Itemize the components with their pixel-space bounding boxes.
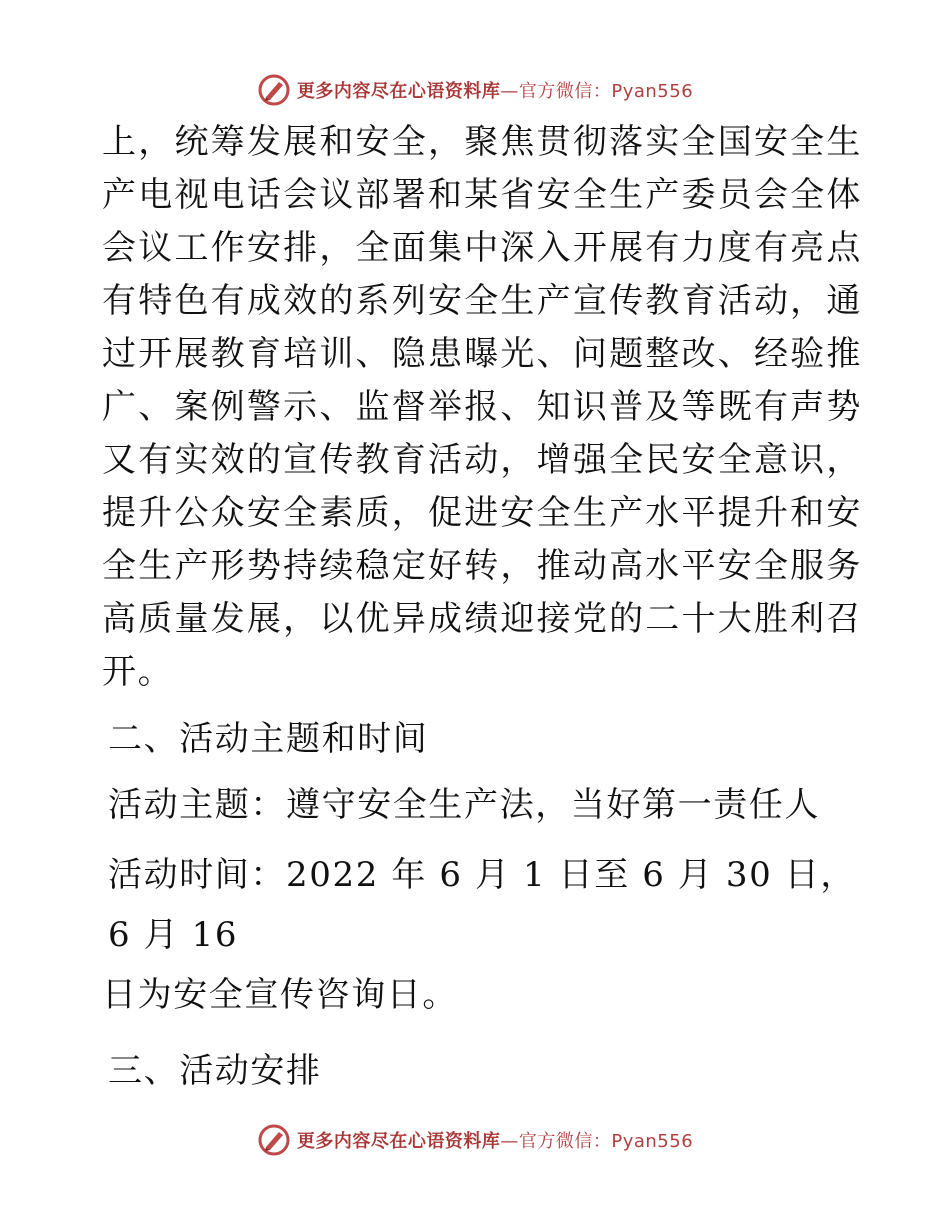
footer-watermark (0, 1120, 950, 1160)
pen-seal-icon (257, 1123, 291, 1157)
activity-time-line-2: 日为安全宣传咨询日。 (102, 975, 458, 1015)
watermark-sep: — (500, 81, 519, 102)
watermark-brand: 更多内容尽在心语资料库 (296, 81, 501, 102)
activity-time (102, 845, 862, 1025)
activity-theme: 活动主题：遵守安全生产法，当好第一责任人 (108, 785, 820, 825)
watermark-wechat: Pyan556 (611, 81, 694, 102)
header-watermark (0, 70, 950, 110)
watermark-suffix: 官方微信： (518, 81, 612, 102)
document-body (102, 116, 862, 1111)
section-heading-2: 二、活动主题和时间 (108, 719, 429, 759)
pen-seal-icon (257, 73, 291, 107)
activity-time-line-1: 活动时间：2022 年 6 月 1 日至 6 月 30 日，6 月 16 (108, 855, 856, 955)
watermark-sep: — (500, 1131, 519, 1152)
watermark-wechat: Pyan556 (611, 1131, 694, 1152)
body-paragraph: 上，统筹发展和安全，聚焦贯彻落实全国安全生产电视电话会议部署和某省安全生产委员会全体会议工作安排，全面集中深入开展有力度有亮点有特色有成效的系列安全生产宣传教育活动，通过开展教育培训、隐患曝光、问题整改、经验推广、案例警示、监督举报、知识普及等既有声势又有实效的宣传教育活动，增强全民安全意识，提升公众安全素质，促进安全生产水平提升和安全生产形势持续稳定好转，推动高水平安全服务高质量发展，以优异成绩迎接党的二十大胜利召开。 (102, 122, 862, 692)
watermark-text (297, 1127, 693, 1153)
watermark-suffix: 官方微信： (518, 1131, 612, 1152)
watermark-brand: 更多内容尽在心语资料库 (296, 1131, 501, 1152)
section-heading-3: 三、活动安排 (108, 1051, 322, 1091)
watermark-text (297, 77, 693, 103)
